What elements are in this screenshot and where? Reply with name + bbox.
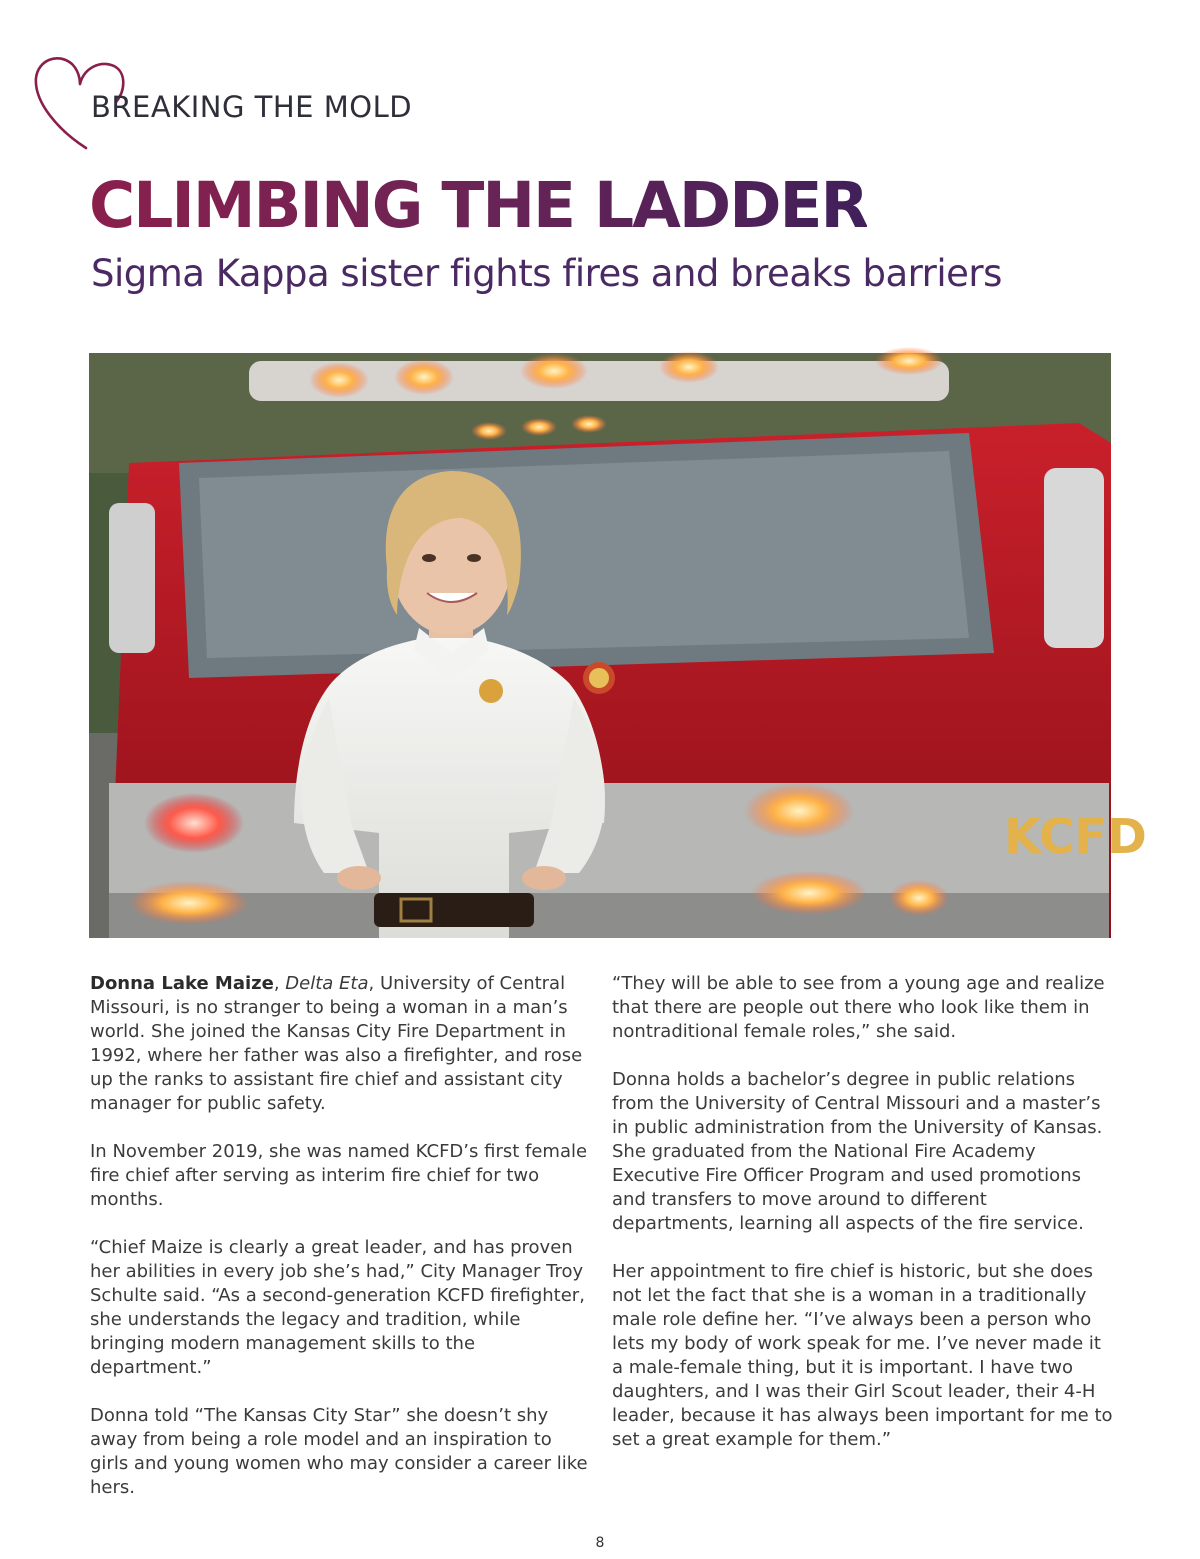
paragraph: “Chief Maize is clearly a great leader, and has proven her abilities in every job she’s had,” City Manager Troy Schulte said. “As a second-generation KCFD firefighter, she understands the legacy and tradition, while bringing modern management skills to the department.” [90,1237,585,1378]
article-title: CLIMBING THE LADDER [89,169,868,242]
firefighter-photo [89,353,1147,938]
chapter-name: Delta Eta [285,973,369,994]
paragraph: In November 2019, she was named KCFD’s first female fire chief after serving as interim fire chief for two months. [90,1141,588,1210]
paragraph: “They will be able to see from a young age and realize that there are people out there who look like them in nontraditional female roles,” she said. [612,973,1105,1042]
truck-lettering: KCFD [1004,809,1147,865]
article-column-right [612,972,1114,1476]
feature-photo [89,353,1147,938]
section-kicker: BREAKING THE MOLD [91,90,413,124]
paragraph: Donna Lake Maize, Delta Eta, University of Central Missouri, is no stranger to being a woman in a man’s world. She joined the Kansas City Fire Department in 1992, where her father was also a firefighter, and rose up the ranks to assistant fire chief and assistant city manager for public safety. [90,973,583,1114]
article-column-left [90,972,595,1524]
subject-name: Donna Lake Maize [90,973,274,994]
paragraph: Donna told “The Kansas City Star” she doesn’t shy away from being a role model and an inspiration to girls and young women who may consider a career like hers. [90,1405,588,1498]
paragraph: Her appointment to fire chief is historic, but she does not let the fact that she is a woman in a traditionally male role define her. “I’ve always been a person who lets my body of work speak for me. I’ve never made it a male-female thing, but it is important. I have two daughters, and I was their Girl Scout leader, their 4-H leader, because it has always been important for me to set a great example for them.” [612,1261,1113,1450]
article-subtitle: Sigma Kappa sister fights fires and breaks barriers [91,252,1002,295]
paragraph: Donna holds a bachelor’s degree in public relations from the University of Central Missouri and a master’s in public administration from the University of Kansas. She graduated from the National Fire Academy Executive Fire Officer Program and used promotions and transfers to move around to different departments, learning all aspects of the fire service. [612,1069,1103,1234]
page-number: 8 [595,1535,605,1551]
